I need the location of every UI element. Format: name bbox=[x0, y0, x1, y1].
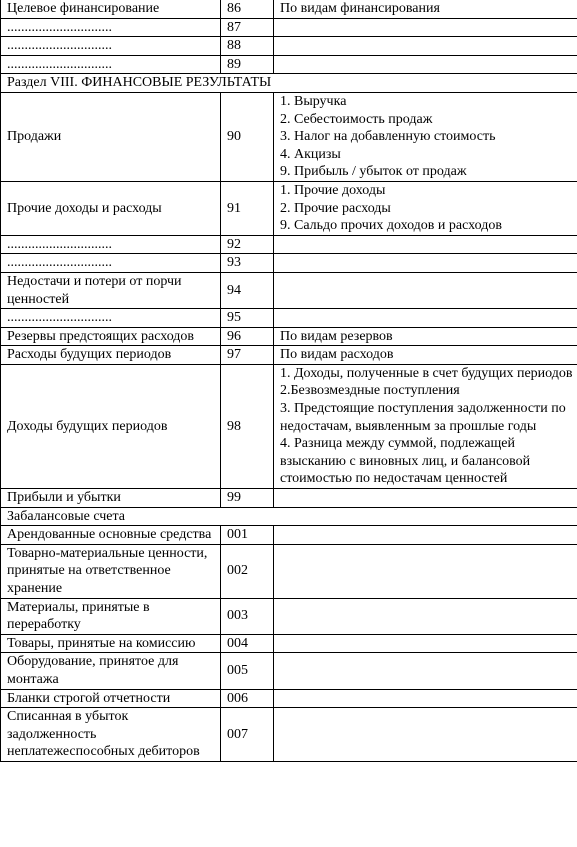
account-code-cell: 86 bbox=[221, 0, 274, 18]
account-code-cell: 97 bbox=[221, 346, 274, 365]
account-name-cell: Прочие доходы и расходы bbox=[1, 181, 221, 235]
subaccounts-cell bbox=[274, 653, 577, 689]
account-row bbox=[1, 55, 577, 74]
account-row bbox=[1, 598, 577, 634]
account-name-cell: .............................. bbox=[1, 37, 221, 56]
account-row bbox=[1, 254, 577, 273]
account-name-cell: Резервы предстоящих расходов bbox=[1, 327, 221, 346]
account-name-cell: .............................. bbox=[1, 309, 221, 328]
account-name-cell: .............................. bbox=[1, 235, 221, 254]
account-code-cell: 005 bbox=[221, 653, 274, 689]
account-name-cell: Недостачи и потери от порчи ценностей bbox=[1, 272, 221, 308]
account-code-cell: 004 bbox=[221, 634, 274, 653]
subaccounts-cell bbox=[274, 18, 577, 37]
account-row bbox=[1, 489, 577, 508]
account-code-cell: 88 bbox=[221, 37, 274, 56]
subaccounts-cell bbox=[274, 37, 577, 56]
account-name-cell: Оборудование, принятое для монтажа bbox=[1, 653, 221, 689]
account-row bbox=[1, 327, 577, 346]
account-row bbox=[1, 309, 577, 328]
account-code-cell: 96 bbox=[221, 327, 274, 346]
table-body bbox=[1, 0, 577, 761]
account-code-cell: 90 bbox=[221, 92, 274, 181]
subaccounts-cell bbox=[274, 272, 577, 308]
subaccounts-cell bbox=[274, 689, 577, 708]
subaccounts-cell bbox=[274, 708, 577, 762]
section-title: Забалансовые счета bbox=[1, 507, 577, 526]
account-row bbox=[1, 689, 577, 708]
section-header-row bbox=[1, 74, 577, 93]
account-row bbox=[1, 653, 577, 689]
account-name-cell: .............................. bbox=[1, 18, 221, 37]
account-code-cell: 98 bbox=[221, 364, 274, 488]
account-row bbox=[1, 181, 577, 235]
account-row bbox=[1, 0, 577, 18]
account-row bbox=[1, 37, 577, 56]
subaccounts-cell: 1. Доходы, полученные в счет будущих периодов 2.Безвозмездные поступления 3. Предстоящие поступления задолженности по недостачам, выявленным за прошлые годы 4. Разница между суммой, подлежащей взысканию с виновных лиц, и балансовой стоимостью по недостачам ценностей bbox=[274, 364, 577, 488]
account-row bbox=[1, 18, 577, 37]
subaccounts-cell: По видам финансирования bbox=[274, 0, 577, 18]
subaccounts-cell: По видам расходов bbox=[274, 346, 577, 365]
account-row bbox=[1, 346, 577, 365]
account-code-cell: 95 bbox=[221, 309, 274, 328]
account-code-cell: 99 bbox=[221, 489, 274, 508]
account-code-cell: 003 bbox=[221, 598, 274, 634]
section-header-row bbox=[1, 507, 577, 526]
account-row bbox=[1, 708, 577, 762]
account-name-cell: Списанная в убыток задолженность неплатежеспособных дебиторов bbox=[1, 708, 221, 762]
subaccounts-cell bbox=[274, 309, 577, 328]
subaccounts-cell: 1. Выручка 2. Себестоимость продаж 3. Налог на добавленную стоимость 4. Акцизы 9. Прибыль / убыток от продаж bbox=[274, 92, 577, 181]
account-code-cell: 89 bbox=[221, 55, 274, 74]
account-row bbox=[1, 92, 577, 181]
account-code-cell: 94 bbox=[221, 272, 274, 308]
subaccounts-cell bbox=[274, 254, 577, 273]
subaccounts-cell bbox=[274, 598, 577, 634]
account-row bbox=[1, 235, 577, 254]
account-code-cell: 93 bbox=[221, 254, 274, 273]
subaccounts-cell bbox=[274, 489, 577, 508]
account-code-cell: 91 bbox=[221, 181, 274, 235]
account-name-cell: Доходы будущих периодов bbox=[1, 364, 221, 488]
section-title: Раздел VIII. ФИНАНСОВЫЕ РЕЗУЛЬТАТЫ bbox=[1, 74, 577, 93]
account-code-cell: 007 bbox=[221, 708, 274, 762]
account-name-cell: Продажи bbox=[1, 92, 221, 181]
account-row bbox=[1, 272, 577, 308]
account-code-cell: 001 bbox=[221, 526, 274, 545]
subaccounts-cell bbox=[274, 544, 577, 598]
account-row bbox=[1, 634, 577, 653]
account-name-cell: .............................. bbox=[1, 254, 221, 273]
account-name-cell: Товарно-материальные ценности, принятые на ответственное хранение bbox=[1, 544, 221, 598]
account-name-cell: .............................. bbox=[1, 55, 221, 74]
subaccounts-cell: По видам резервов bbox=[274, 327, 577, 346]
account-name-cell: Бланки строгой отчетности bbox=[1, 689, 221, 708]
account-code-cell: 002 bbox=[221, 544, 274, 598]
account-name-cell: Прибыли и убытки bbox=[1, 489, 221, 508]
subaccounts-cell bbox=[274, 55, 577, 74]
account-row bbox=[1, 526, 577, 545]
subaccounts-cell bbox=[274, 526, 577, 545]
account-name-cell: Материалы, принятые в переработку bbox=[1, 598, 221, 634]
account-code-cell: 006 bbox=[221, 689, 274, 708]
account-name-cell: Товары, принятые на комиссию bbox=[1, 634, 221, 653]
account-name-cell: Расходы будущих периодов bbox=[1, 346, 221, 365]
account-row bbox=[1, 364, 577, 488]
subaccounts-cell bbox=[274, 634, 577, 653]
account-code-cell: 87 bbox=[221, 18, 274, 37]
account-code-cell: 92 bbox=[221, 235, 274, 254]
subaccounts-cell bbox=[274, 235, 577, 254]
account-row bbox=[1, 544, 577, 598]
subaccounts-cell: 1. Прочие доходы 2. Прочие расходы 9. Сальдо прочих доходов и расходов bbox=[274, 181, 577, 235]
account-name-cell: Арендованные основные средства bbox=[1, 526, 221, 545]
account-name-cell: Целевое финансирование bbox=[1, 0, 221, 18]
